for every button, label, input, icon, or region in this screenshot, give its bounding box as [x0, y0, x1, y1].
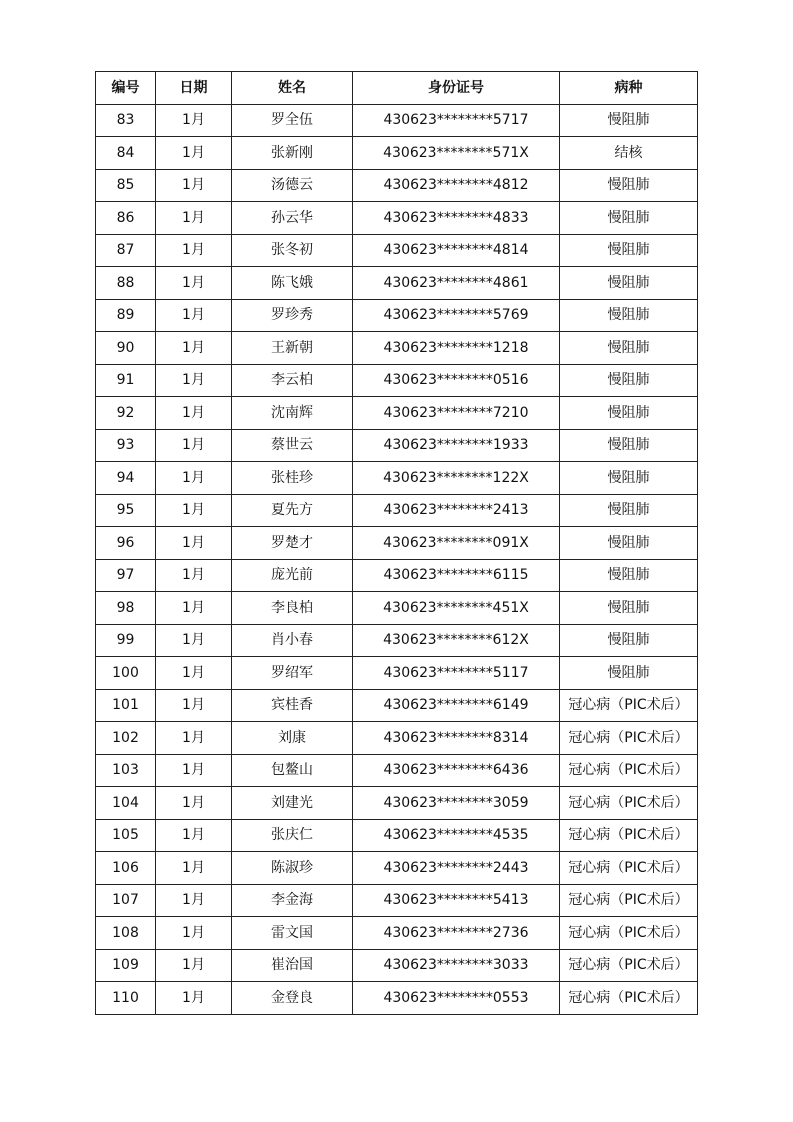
- cell-date: 1月: [156, 169, 232, 202]
- cell-id-number: 430623********0553: [353, 982, 560, 1015]
- cell-disease-type: 冠心病（PIC术后）: [560, 982, 698, 1015]
- cell-id-number: 430623********1218: [353, 332, 560, 365]
- cell-date: 1月: [156, 364, 232, 397]
- cell-disease-type: 慢阻肺: [560, 397, 698, 430]
- table-row: [96, 234, 698, 267]
- cell-date: 1月: [156, 624, 232, 657]
- header-name: 姓名: [232, 72, 353, 105]
- cell-date: 1月: [156, 234, 232, 267]
- cell-id-number: 430623********5413: [353, 884, 560, 917]
- cell-name: 沈南辉: [232, 397, 353, 430]
- cell-name: 刘建光: [232, 787, 353, 820]
- cell-date: 1月: [156, 689, 232, 722]
- cell-disease-type: 冠心病（PIC术后）: [560, 852, 698, 885]
- cell-date: 1月: [156, 982, 232, 1015]
- cell-id-number: 430623********2413: [353, 494, 560, 527]
- cell-disease-type: 冠心病（PIC术后）: [560, 949, 698, 982]
- cell-date: 1月: [156, 462, 232, 495]
- table-row: [96, 527, 698, 560]
- cell-date: 1月: [156, 104, 232, 137]
- cell-id-number: 430623********3033: [353, 949, 560, 982]
- table-row: [96, 787, 698, 820]
- cell-disease-type: 慢阻肺: [560, 234, 698, 267]
- cell-name: 李良柏: [232, 592, 353, 625]
- table-row: [96, 494, 698, 527]
- cell-disease-type: 冠心病（PIC术后）: [560, 819, 698, 852]
- cell-name: 罗全伍: [232, 104, 353, 137]
- cell-number: 89: [96, 299, 156, 332]
- cell-disease-type: 慢阻肺: [560, 202, 698, 235]
- cell-disease-type: 慢阻肺: [560, 624, 698, 657]
- cell-disease-type: 慢阻肺: [560, 559, 698, 592]
- cell-date: 1月: [156, 722, 232, 755]
- cell-id-number: 430623********451X: [353, 592, 560, 625]
- cell-name: 张桂珍: [232, 462, 353, 495]
- cell-name: 肖小春: [232, 624, 353, 657]
- cell-id-number: 430623********3059: [353, 787, 560, 820]
- table-row: [96, 137, 698, 170]
- table-row: [96, 267, 698, 300]
- header-id-number: 身份证号: [353, 72, 560, 105]
- cell-date: 1月: [156, 949, 232, 982]
- cell-number: 90: [96, 332, 156, 365]
- cell-id-number: 430623********5117: [353, 657, 560, 690]
- cell-date: 1月: [156, 332, 232, 365]
- cell-id-number: 430623********0516: [353, 364, 560, 397]
- cell-id-number: 430623********1933: [353, 429, 560, 462]
- cell-number: 84: [96, 137, 156, 170]
- cell-name: 张冬初: [232, 234, 353, 267]
- cell-name: 罗珍秀: [232, 299, 353, 332]
- cell-number: 85: [96, 169, 156, 202]
- cell-number: 100: [96, 657, 156, 690]
- cell-number: 94: [96, 462, 156, 495]
- cell-number: 99: [96, 624, 156, 657]
- header-date: 日期: [156, 72, 232, 105]
- cell-date: 1月: [156, 202, 232, 235]
- cell-disease-type: 慢阻肺: [560, 364, 698, 397]
- cell-disease-type: 慢阻肺: [560, 332, 698, 365]
- cell-id-number: 430623********4535: [353, 819, 560, 852]
- table-row: [96, 754, 698, 787]
- cell-number: 103: [96, 754, 156, 787]
- cell-disease-type: 慢阻肺: [560, 169, 698, 202]
- cell-id-number: 430623********612X: [353, 624, 560, 657]
- cell-name: 崔治国: [232, 949, 353, 982]
- header-row: [96, 72, 698, 105]
- cell-disease-type: 冠心病（PIC术后）: [560, 884, 698, 917]
- cell-number: 98: [96, 592, 156, 625]
- cell-name: 李云柏: [232, 364, 353, 397]
- cell-number: 92: [96, 397, 156, 430]
- cell-number: 88: [96, 267, 156, 300]
- cell-id-number: 430623********4814: [353, 234, 560, 267]
- cell-id-number: 430623********6115: [353, 559, 560, 592]
- table-row: [96, 722, 698, 755]
- table-row: [96, 884, 698, 917]
- table-row: [96, 592, 698, 625]
- cell-id-number: 430623********571X: [353, 137, 560, 170]
- cell-disease-type: 冠心病（PIC术后）: [560, 689, 698, 722]
- cell-disease-type: 慢阻肺: [560, 527, 698, 560]
- table-row: [96, 202, 698, 235]
- cell-date: 1月: [156, 429, 232, 462]
- cell-id-number: 430623********7210: [353, 397, 560, 430]
- table-row: [96, 657, 698, 690]
- records-table: [95, 71, 698, 1015]
- table-row: [96, 852, 698, 885]
- table-row: [96, 917, 698, 950]
- cell-disease-type: 慢阻肺: [560, 592, 698, 625]
- cell-id-number: 430623********091X: [353, 527, 560, 560]
- cell-date: 1月: [156, 267, 232, 300]
- cell-id-number: 430623********122X: [353, 462, 560, 495]
- cell-number: 105: [96, 819, 156, 852]
- table-row: [96, 949, 698, 982]
- cell-name: 包鳌山: [232, 754, 353, 787]
- cell-disease-type: 慢阻肺: [560, 267, 698, 300]
- cell-number: 106: [96, 852, 156, 885]
- cell-name: 罗楚才: [232, 527, 353, 560]
- cell-disease-type: 慢阻肺: [560, 462, 698, 495]
- cell-name: 张新刚: [232, 137, 353, 170]
- cell-name: 雷文国: [232, 917, 353, 950]
- table-header: [96, 72, 698, 105]
- cell-date: 1月: [156, 397, 232, 430]
- cell-number: 107: [96, 884, 156, 917]
- table-row: [96, 982, 698, 1015]
- cell-id-number: 430623********6149: [353, 689, 560, 722]
- cell-name: 金登良: [232, 982, 353, 1015]
- cell-date: 1月: [156, 559, 232, 592]
- cell-date: 1月: [156, 787, 232, 820]
- cell-date: 1月: [156, 819, 232, 852]
- cell-number: 91: [96, 364, 156, 397]
- cell-date: 1月: [156, 299, 232, 332]
- cell-name: 庞光前: [232, 559, 353, 592]
- table-row: [96, 819, 698, 852]
- cell-id-number: 430623********6436: [353, 754, 560, 787]
- cell-id-number: 430623********5717: [353, 104, 560, 137]
- cell-number: 108: [96, 917, 156, 950]
- cell-number: 97: [96, 559, 156, 592]
- cell-id-number: 430623********4861: [353, 267, 560, 300]
- table-row: [96, 624, 698, 657]
- cell-disease-type: 慢阻肺: [560, 299, 698, 332]
- cell-number: 96: [96, 527, 156, 560]
- cell-date: 1月: [156, 852, 232, 885]
- table-row: [96, 462, 698, 495]
- cell-id-number: 430623********2443: [353, 852, 560, 885]
- cell-number: 102: [96, 722, 156, 755]
- cell-name: 罗绍军: [232, 657, 353, 690]
- header-disease-type: 病种: [560, 72, 698, 105]
- cell-date: 1月: [156, 137, 232, 170]
- cell-disease-type: 慢阻肺: [560, 429, 698, 462]
- cell-number: 86: [96, 202, 156, 235]
- cell-name: 李金海: [232, 884, 353, 917]
- cell-date: 1月: [156, 657, 232, 690]
- table-row: [96, 689, 698, 722]
- cell-number: 109: [96, 949, 156, 982]
- table-row: [96, 559, 698, 592]
- cell-name: 刘康: [232, 722, 353, 755]
- cell-disease-type: 冠心病（PIC术后）: [560, 787, 698, 820]
- cell-number: 101: [96, 689, 156, 722]
- cell-disease-type: 冠心病（PIC术后）: [560, 754, 698, 787]
- cell-disease-type: 结核: [560, 137, 698, 170]
- cell-date: 1月: [156, 884, 232, 917]
- cell-disease-type: 慢阻肺: [560, 494, 698, 527]
- cell-disease-type: 冠心病（PIC术后）: [560, 917, 698, 950]
- cell-number: 110: [96, 982, 156, 1015]
- cell-number: 104: [96, 787, 156, 820]
- cell-number: 93: [96, 429, 156, 462]
- cell-name: 陈淑珍: [232, 852, 353, 885]
- cell-number: 87: [96, 234, 156, 267]
- cell-id-number: 430623********4833: [353, 202, 560, 235]
- cell-id-number: 430623********4812: [353, 169, 560, 202]
- table-row: [96, 397, 698, 430]
- header-number: 编号: [96, 72, 156, 105]
- table-body: [96, 104, 698, 1014]
- cell-name: 汤德云: [232, 169, 353, 202]
- cell-number: 83: [96, 104, 156, 137]
- cell-id-number: 430623********8314: [353, 722, 560, 755]
- cell-id-number: 430623********2736: [353, 917, 560, 950]
- cell-name: 张庆仁: [232, 819, 353, 852]
- cell-name: 王新朝: [232, 332, 353, 365]
- cell-date: 1月: [156, 917, 232, 950]
- cell-date: 1月: [156, 592, 232, 625]
- cell-date: 1月: [156, 754, 232, 787]
- table-row: [96, 169, 698, 202]
- cell-date: 1月: [156, 527, 232, 560]
- table-row: [96, 299, 698, 332]
- table-row: [96, 429, 698, 462]
- cell-name: 宾桂香: [232, 689, 353, 722]
- table-row: [96, 332, 698, 365]
- table-row: [96, 104, 698, 137]
- cell-disease-type: 慢阻肺: [560, 104, 698, 137]
- cell-date: 1月: [156, 494, 232, 527]
- table-row: [96, 364, 698, 397]
- cell-disease-type: 冠心病（PIC术后）: [560, 722, 698, 755]
- cell-id-number: 430623********5769: [353, 299, 560, 332]
- cell-name: 夏先方: [232, 494, 353, 527]
- cell-name: 陈飞娥: [232, 267, 353, 300]
- cell-name: 孙云华: [232, 202, 353, 235]
- cell-disease-type: 慢阻肺: [560, 657, 698, 690]
- cell-name: 蔡世云: [232, 429, 353, 462]
- cell-number: 95: [96, 494, 156, 527]
